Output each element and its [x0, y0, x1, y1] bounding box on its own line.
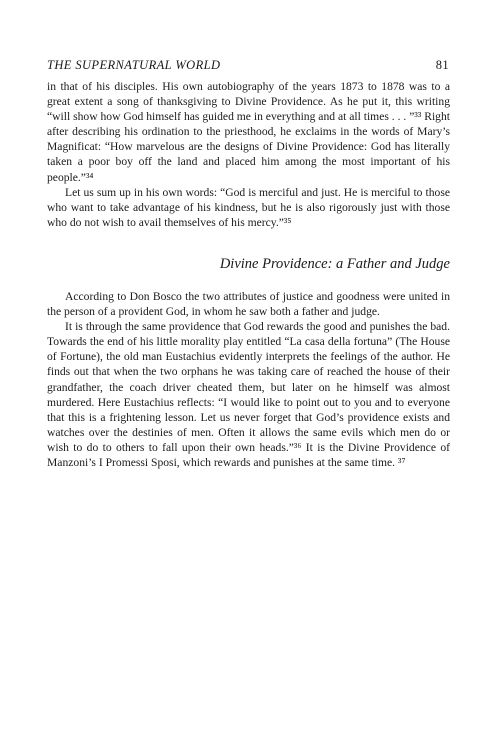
paragraph: in that of his disciples. His own autobiography of the years 1873 to 1878 was to a great extent a song of thanksgiving to Divine Providence. As he put it, this writing “will show how God himself has guided me in everything and at all times . . . ”³³ Right after describing his ordination to the priesthood, he exclaims in the words of Mary’s Magnificat: “How marvelous are the designs of Divine Providence: God has literally taken a poor boy off the land and placed him among the most important of his people.”³⁴: [47, 80, 450, 184]
running-head: [47, 58, 449, 76]
running-head-title: THE SUPERNATURAL WORLD: [47, 58, 221, 72]
paragraph: It is through the same providence that God rewards the good and punishes the bad. Towards the end of his little morality play entitled “La casa della fortuna” (The House of Fortune), the old man Eustachius evidently interprets the feelings of the author. He finds out that when the two orphans he was taking care of reached the house of their grandfather, the coach driver cheated them, but later on he himself was almost murdered. Here Eustachius reflects: “I would like to point out to you and to everyone that this is a frightening lesson. Let us never forget that God’s providence exists and watches over the destinies of men. Often it allows the same evils which men do or wish to do to others to fall upon their own heads.”³⁶ It is the Divine Providence of Manzoni’s I Promessi Sposi, which rewards and punishes at the same time. ³⁷: [47, 320, 450, 469]
paragraph: According to Don Bosco the two attributes of justice and goodness were united in the person of a provident God, in whom he saw both a father and judge.: [47, 289, 450, 319]
body-text: [47, 79, 450, 470]
page-number: 81: [435, 58, 449, 72]
section-heading: Divine Providence: a Father and Judge: [219, 255, 450, 272]
paragraph: Let us sum up in his own words: “God is merciful and just. He is merciful to those who want to take advantage of his kindness, but he is also rigorously just with those who do not wish to avail themselves of his mercy.”³⁵: [47, 185, 450, 229]
